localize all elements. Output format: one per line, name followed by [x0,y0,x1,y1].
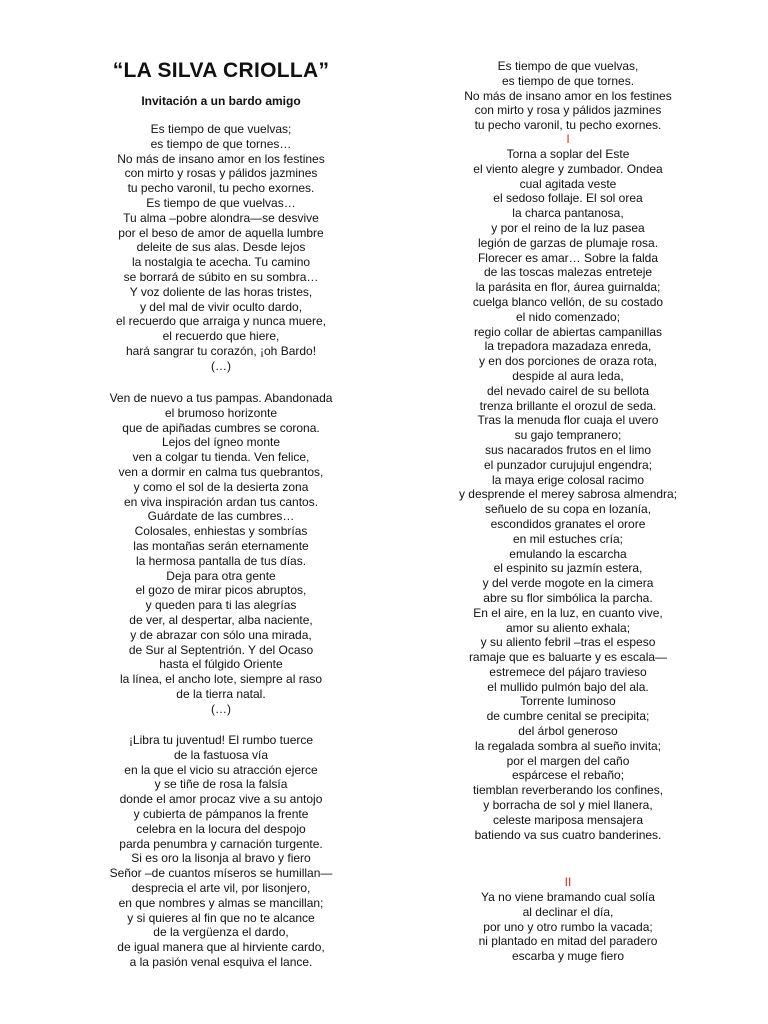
verse-line: de la tierra natal. [176,686,266,701]
verse-line: escondidos granates el orore [490,516,646,531]
verse-line: celeste mariposa mensajera [492,812,644,827]
verse-line: con mirto y rosas y pálidos jazmines [124,166,318,181]
verse-line: la trepadora mazadaza enreda, [484,339,652,354]
verse-line: Deja para otra gente [166,568,276,583]
verse-line: a la pasión venal esquiva el lance. [129,954,313,969]
verse-line: tiemblan reverberando los confines, [472,783,664,798]
verse-line: en viva inspiración ardan tus cantos. [123,494,319,509]
verse-line: el viento alegre y zumbador. Ondea [473,161,663,176]
verse-line: Es tiempo de que vuelvas; [150,122,292,136]
verse-line: de igual manera que al hirviente cardo, [117,940,325,955]
section-two-text [408,890,728,964]
section-one-text [408,147,728,842]
verse-line: es tiempo de que tornes. [501,73,635,88]
poem-title: “LA SILVA CRIOLLA” [112,59,330,82]
verse-line: el espinito su jazmín estera, [493,561,643,576]
verse-line: Guárdate de las cumbres… [147,509,295,524]
verse-line: y su aliento febril –tras el espeso [480,635,656,650]
verse-line: y por el reino de la luz pasea [491,220,645,235]
verse-line: se borrará de súbito en su sombra… [123,269,319,284]
verse-line: que de apiñadas cumbres se corona. [122,420,320,435]
verse-line: Señor –de cuantos míseros se humillan— [109,866,333,881]
verse-line: al declinar el día, [522,904,614,919]
poem-subtitle: Invitación a un bardo amigo [141,94,301,108]
verse-line: parda penumbra y carnación turgente. [119,836,323,851]
verse-line: el nido comenzado; [515,309,621,324]
verse-line: de la fastuosa vía [173,747,269,762]
stanza-3 [60,733,382,970]
verse-line: espárcese el rebaño; [511,768,625,783]
verse-line: tu pecho varonil, tu pecho exornes. [474,118,662,133]
verse-line: (…) [211,358,231,373]
verse-line: la nostalgia te acecha. Tu camino [131,255,311,270]
verse-line: trenza brillante el orozul de seda. [479,398,657,413]
verse-line: en la que el vicio su atracción ejerce [124,762,318,777]
verse-line: amor su aliento exhala; [505,620,631,635]
verse-line: el punzador curujujul engendra; [483,457,653,472]
verse-line: cual agitada veste [519,176,617,191]
verse-line: tu pecho varonil, tu pecho exornes. [127,181,315,196]
verse-line: la maya erige colosal racimo [491,472,645,487]
verse-line: ramaje que es baluarte y es escala— [468,650,668,665]
verse-line: hará sangrar tu corazón, ¡oh Bardo! [125,343,317,358]
verse-line: deleite de sus alas. Desde lejos [136,240,306,255]
verse-line: cuelga blanco vellón, de su costado [472,294,664,309]
verse-line: despide al aura leda, [512,368,624,383]
verse-line: la hermosa pantalla de tus días. [135,553,307,568]
verse-line: las montañas serán eternamente [133,538,309,553]
verse-line: señuelo de su copa en lozanía, [484,502,652,517]
verse-line: es tiempo de que tornes… [150,136,292,151]
stanza-2 [60,391,382,717]
verse-line: y cubierta de pámpanos la frente [133,806,309,821]
verse-line: y de abrazar con sólo una mirada, [130,627,312,642]
verse-line: el recuerdo que arraiga y nunca muere, [115,314,327,329]
verse-line: su gajo tempranero; [514,428,622,443]
verse-line: el recuerdo que hiere, [162,329,280,344]
verse-line: escarba y muge fiero [511,949,625,964]
verse-line: regio collar de abiertas campanillas [473,324,663,339]
verse-line: y se tiñe de rosa la falsía [154,777,288,792]
verse-line: ven a colgar tu tienda. Ven felice, [132,450,310,465]
verse-line: Torrente luminoso [520,694,616,709]
verse-line: Lejos del ígneo monte [161,435,281,450]
section-one-numeral: I [566,132,570,146]
verse-line: de ver, al despertar, alba naciente, [129,612,313,627]
verse-line: Torna a soplar del Este [506,147,630,161]
verse-line: Y voz doliente de las horas tristes, [129,284,313,299]
verse-line: Es tiempo de que vuelvas, [497,59,639,73]
verse-line: desprecia el arte vil, por lisonjero, [131,880,311,895]
verse-line: ¡Libra tu juventud! El rumbo tuerce [128,733,314,747]
verse-line: Ven de nuevo a tus pampas. Abandonada [109,391,333,405]
verse-line: y si quieres al fin que no te alcance [127,910,315,925]
verse-line: y en dos porciones de oraza rota, [478,354,658,369]
verse-line: de cumbre cenital se precipita; [486,709,650,724]
verse-line: y queden para ti las alegrías [145,598,297,613]
verse-line: Florecer es amar… Sobre la falda [477,250,659,265]
verse-line: la regalada sombra al sueño invita; [474,738,662,753]
verse-line: celebra en la locura del despojo [136,821,306,836]
verse-line: en mil estuches cría; [512,531,624,546]
verse-line: en que nombres y almas se mancillan; [118,895,324,910]
verse-line: ven a dormir en calma tus quebrantos, [118,464,324,479]
verse-line: la parásita en flor, áurea guirnalda; [475,280,661,295]
verse-line: la línea, el ancho lote, siempre al raso [119,672,323,687]
verse-line: y del mal de vivir oculto dardo, [139,299,303,314]
verse-line: la charca pantanosa, [512,206,624,221]
verse-line: emulando la escarcha [509,546,627,561]
verse-line: batiendo va sus cuatro banderines. [474,827,662,842]
right-intro-stanza [408,59,728,133]
verse-line: y como el sol de la desierta zona [133,479,309,494]
verse-line: No más de insano amor en los festines [117,151,325,166]
verse-line: de Sur al Septentrión. Y del Ocaso [128,642,314,657]
stanza-1 [60,122,382,374]
verse-line: Tu alma –pobre alondra—se desvive [123,210,319,225]
verse-line: donde el amor procaz vive a su antojo [119,792,323,807]
verse-line: sus nacarados frutos en el limo [484,442,652,457]
verse-line: por el margen del caño [506,753,630,768]
verse-line: (…) [211,701,231,716]
verse-line: con mirto y rosa y pálidos jazmines [474,103,662,118]
verse-line: y desprende el merey sabrosa almendra; [458,487,678,502]
verse-line: del árbol generoso [518,724,618,739]
verse-line: ni plantado en mitad del paradero [478,934,658,949]
verse-line: por uno y otro rumbo la vacada; [483,919,653,934]
verse-line: Tras la menuda flor cuaja el uvero [477,413,659,428]
verse-line: hasta el fúlgido Oriente [159,657,283,672]
verse-line: Es tiempo de que vuelvas… [146,195,296,210]
verse-line: y del verde mogote en la cimera [482,576,654,591]
verse-line: el brumoso horizonte [164,405,278,420]
verse-line: de las toscas malezas entreteje [483,265,653,280]
verse-line: por el beso de amor de aquella lumbre [118,225,324,240]
verse-line: abre su flor simbólica la parcha. [483,590,653,605]
verse-line: No más de insano amor en los festines [464,88,672,103]
verse-line: y borracha de sol y miel llanera, [483,798,653,813]
verse-line: Si es oro la lisonja al bravo y fiero [131,851,311,866]
verse-line: estremece del pájaro travieso [489,664,647,679]
verse-line: Colosales, enhiestas y sombrías [134,524,308,539]
verse-line: legión de garzas de plumaje rosa. [477,235,659,250]
section-two-numeral: II [564,875,572,889]
verse-line: el mullido pulmón bajo del ala. [487,679,649,694]
verse-line: el sedoso follaje. El sol orea [493,191,643,206]
verse-line: del nevado cairel de su bellota [486,383,650,398]
verse-line: Ya no viene bramando cual solía [481,890,655,904]
verse-line: En el aire, en la luz, en cuanto vive, [473,605,663,620]
verse-line: el gozo de mirar picos abruptos, [135,583,307,598]
verse-line: de la vergüenza el dardo, [153,925,289,940]
